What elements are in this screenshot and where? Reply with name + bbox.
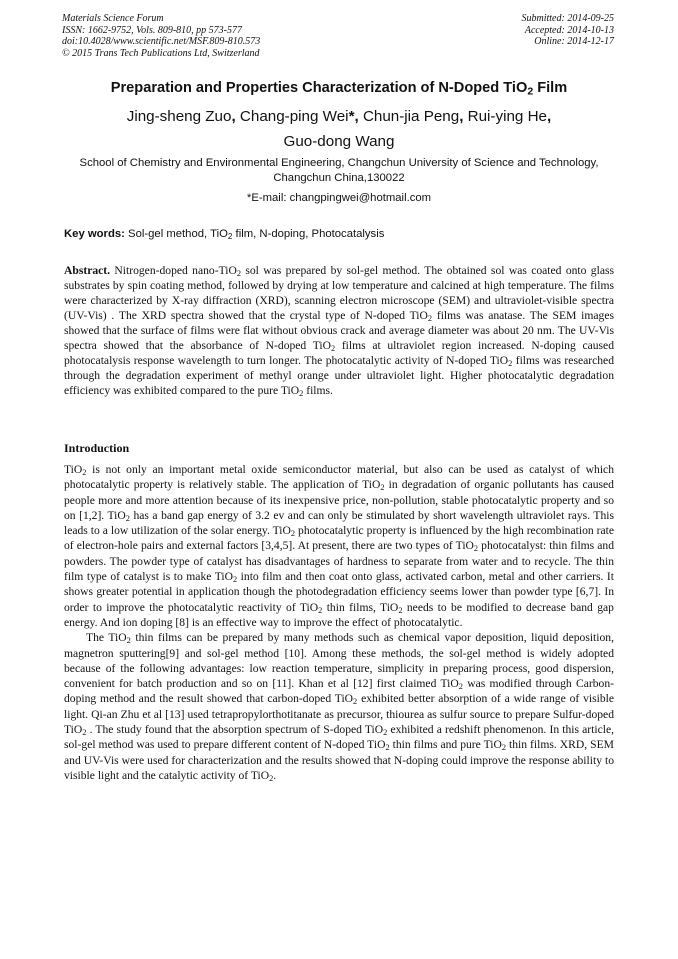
author-separator: , [546, 108, 552, 125]
subscript: 2 [383, 728, 388, 738]
abstract [64, 263, 614, 398]
paragraph-text: in degradation of organic pollutants has caused people more and more attention because of its inexpensive price, non-pollution, stable photocatalytic property and so on [1,2]. TiO [64, 478, 614, 522]
author-name: Chun-jia Peng [362, 108, 460, 125]
abstract-label: Abstract. [64, 264, 111, 277]
paragraph-text: TiO [64, 463, 83, 476]
subscript: 2 [227, 232, 233, 242]
paper-title [40, 80, 638, 96]
affiliation: School of Chemistry and Environmental Engineering, Changchun University of Science and Technology, Changchun China,130022 [79, 157, 599, 184]
paragraph-text: . [273, 768, 277, 782]
introduction-body [64, 462, 614, 783]
title-subscript: 2 [527, 85, 534, 98]
title-tail: Film [533, 80, 568, 96]
subscript: 2 [318, 605, 323, 615]
subscript: 2 [82, 728, 87, 738]
dates-header [522, 13, 615, 48]
author-name: Guo-dong Wang [283, 133, 395, 150]
paragraph-text: exhibited better absorption of a wide range of visible light. Qi-an Zhu et al [13] used tetrapropylorthotitanate as precursor, thiourea as sulfur source to prepare Sulfur-doped TiO [64, 692, 614, 737]
paragraph-text: thin films can be prepared by many methods such as chemical vapor deposition, liquid deposition, magnetron sputtering[9] and sol-gel method [10]. Among these methods, the sol-gel method is widely adopted because of the following advantages: low reaction temperature, simplicity in preparing process, good dispersion, convenient for batch production and so on [11]. Khan et al [12] first claimed TiO [64, 631, 614, 691]
abstract-text: sol was prepared by sol-gel method. The obtained sol was coated onto glass substrates by spin coating method, followed by drying at low temperature and calcined at high temperature. The films were characterized by X-ray diffraction (XRD), scanning electron microscope (SEM) and ultraviolet-visible spectra (UV-Vis) . The XRD spectra showed that the crystal type of N-doped TiO [64, 264, 614, 322]
title-text: Preparation and Properties Characterization of N-Doped TiO [110, 80, 528, 96]
submitted-date: Submitted: 2014-09-25 [521, 13, 614, 24]
abstract-text: films was researched through the degradation experiment of methyl orange under ultraviolet light. Higher photocatalytic degradation efficiency was exhibited compared to the pure TiO [64, 354, 614, 397]
subscript: 2 [508, 359, 513, 369]
subscript: 2 [330, 344, 336, 354]
paragraph-text: photocatalyst: thin films and powders. The powder type of catalyst has disadvantages of hardness to separate from water and to recycle. The thin film type of catalyst is to make TiO [64, 539, 614, 584]
paragraph-text: thin films, TiO [322, 600, 399, 614]
author-separator: , [459, 108, 468, 125]
subscript: 2 [126, 636, 131, 646]
subscript: 2 [427, 314, 433, 324]
paragraph-text: . The study found that the absorption spectrum of S-doped TiO [86, 723, 384, 737]
subscript: 2 [299, 389, 304, 399]
subscript: 2 [353, 697, 358, 707]
paragraph-text: into film and then coat onto glass, activated carbon, metal and other carriers. It shows greater potential in application though the photodegradation efficiency seems lower than powder type [6,7]. In order to improve the photocatalytic reactivity of TiO [64, 570, 614, 614]
journal-name: Materials Science Forum [62, 13, 164, 24]
doi-line: doi:10.4028/www.scientific.net/MSF.809-810.573 [62, 36, 261, 47]
online-date: Online: 2014-12-17 [534, 36, 614, 47]
issn-line: ISSN: 1662-9752, Vols. 809-810, pp 573-577 [62, 24, 242, 36]
paragraph-text: thin films. XRD, SEM and UV-Vis were used for characterization and the results showed that N-doping could improve the response ability to visible light and the catalytic activity of TiO [64, 738, 614, 782]
keywords-label: Key words: [64, 228, 125, 240]
section-heading: Introduction [64, 441, 130, 455]
keywords-text: Sol-gel method, TiO [124, 228, 228, 240]
subscript: 2 [125, 513, 130, 523]
copyright-line: © 2015 Trans Tech Publications Ltd, Switzerland [62, 47, 260, 59]
paragraph-text: needs to be modified to decrease band gap energy. And ion doping [8] is an effective way to improve the effect of photocatalytic. [64, 600, 614, 629]
author-name: Rui-ying He [467, 108, 547, 125]
author-name: Chang-ping Wei [239, 108, 349, 125]
author-separator: , [354, 108, 363, 125]
paragraph [64, 630, 614, 783]
paragraph-text: has a band gap energy of 3.2 ev and can only be stimulated by short wavelength ultraviolet rays. This leads to a low utilization of the solar energy. TiO [64, 508, 615, 538]
subscript: 2 [269, 774, 274, 784]
subscript: 2 [501, 743, 507, 753]
subscript: 2 [82, 468, 87, 478]
paragraph-text: photocatalytic property is influenced by the high recombination rate of electron-hole pairs and external factors [3,4,5]. At present, there are two types of TiO [64, 524, 614, 553]
abstract-text: Nitrogen-doped nano-TiO [110, 264, 237, 277]
paragraph [64, 462, 614, 630]
paragraph-text: thin films and pure TiO [389, 738, 502, 752]
abstract-text: films. [303, 384, 333, 397]
subscript: 2 [232, 575, 238, 585]
contact-email: *E-mail: changpingwei@hotmail.com [246, 192, 432, 204]
author-list [60, 104, 618, 154]
journal-header [62, 13, 260, 59]
subscript: 2 [458, 682, 463, 692]
subscript: 2 [380, 483, 385, 493]
subscript: 2 [398, 605, 403, 615]
keywords-text: film, N-doping, Photocatalysis [232, 228, 385, 240]
paragraph-text: is not only an important metal oxide semiconductor material, but also can be used as catalyst of which photocatalytic property is relatively stable. The application of TiO [64, 463, 614, 492]
subscript: 2 [290, 529, 296, 539]
subscript: 2 [385, 743, 390, 753]
author-separator: , [231, 108, 240, 125]
subscript: 2 [473, 544, 479, 554]
paragraph-text: was modified through Carbon-doping method and the result showed that carbon-doped TiO [64, 677, 614, 706]
author-name: Jing-sheng Zuo [126, 108, 232, 125]
abstract-text: films was anatase. The SEM images showed that the surface of films were flat without obvious crack and average diameter was about 20 nm. The UV-Vis spectra showed that the absorbance of N-doped TiO [64, 309, 614, 352]
abstract-text: films at ultraviolet region increased. N-doping caused photocatalysis response wavelength to turn longer. The photocatalytic activity of N-doped TiO [64, 339, 614, 367]
keywords [64, 228, 614, 240]
paragraph-text: exhibited a redshift phenomenon. In this article, sol-gel method was used to prepare different content of N-doped TiO [64, 723, 614, 752]
accepted-date: Accepted: 2014-10-13 [524, 24, 614, 36]
subscript: 2 [236, 269, 242, 279]
corresponding-mark: * [348, 108, 355, 125]
paragraph-text: The TiO [86, 631, 127, 645]
